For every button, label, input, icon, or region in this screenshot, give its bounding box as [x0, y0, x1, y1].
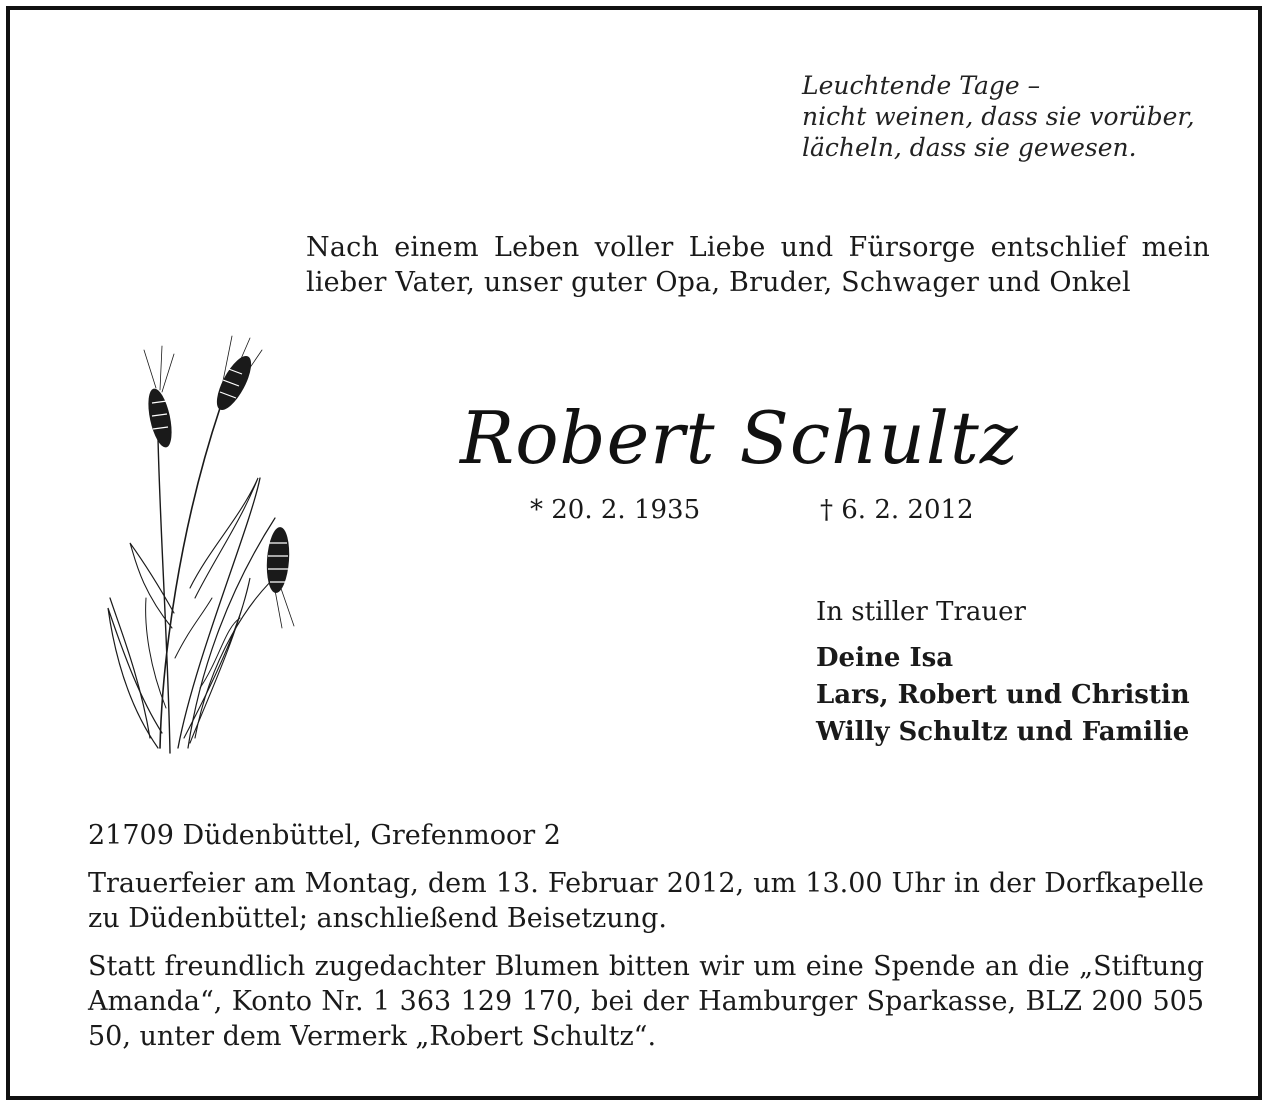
mourner: Deine Isa: [816, 643, 954, 673]
details-block: [88, 818, 1204, 1067]
donation-info: Statt freundlich zugedachter Blumen bitten wir um eine Spende an die „Stiftung Amanda“, Konto Nr. 1 363 129 170, bei der Hamburger Sparkasse, BLZ 200 505 50, unter dem Vermerk „Robert Schultz“.: [88, 951, 1204, 1052]
address: 21709 Düdenbüttel, Grefenmoor 2: [88, 820, 561, 851]
obituary-notice: [6, 6, 1262, 1100]
poem-line: nicht weinen, dass sie vorüber,: [802, 102, 1195, 131]
poem-line: lächeln, dass sie gewesen.: [802, 133, 1137, 162]
poem-line: Leuchtende Tage –: [802, 71, 1041, 100]
wheat-icon: [100, 328, 300, 758]
mourning-block: [816, 594, 1236, 751]
mourner: Willy Schultz und Familie: [816, 717, 1190, 747]
death-date: † 6. 2. 2012: [820, 495, 974, 525]
birth-date: * 20. 2. 1935: [530, 495, 701, 525]
service-info: Trauerfeier am Montag, dem 13. Februar 2012, um 13.00 Uhr in der Dorfkapelle zu Düdenbüttel; anschließend Beisetzung.: [88, 868, 1204, 934]
deceased-name: Robert Schultz: [460, 396, 1019, 480]
intro-text: Nach einem Leben voller Liebe und Fürsorge entschlief mein lieber Vater, unser guter Opa, Bruder, Schwager und Onkel: [306, 232, 1210, 298]
mourner: Lars, Robert und Christin: [816, 680, 1190, 710]
poem: [802, 70, 1222, 163]
mourning-lead: In stiller Trauer: [816, 597, 1026, 627]
